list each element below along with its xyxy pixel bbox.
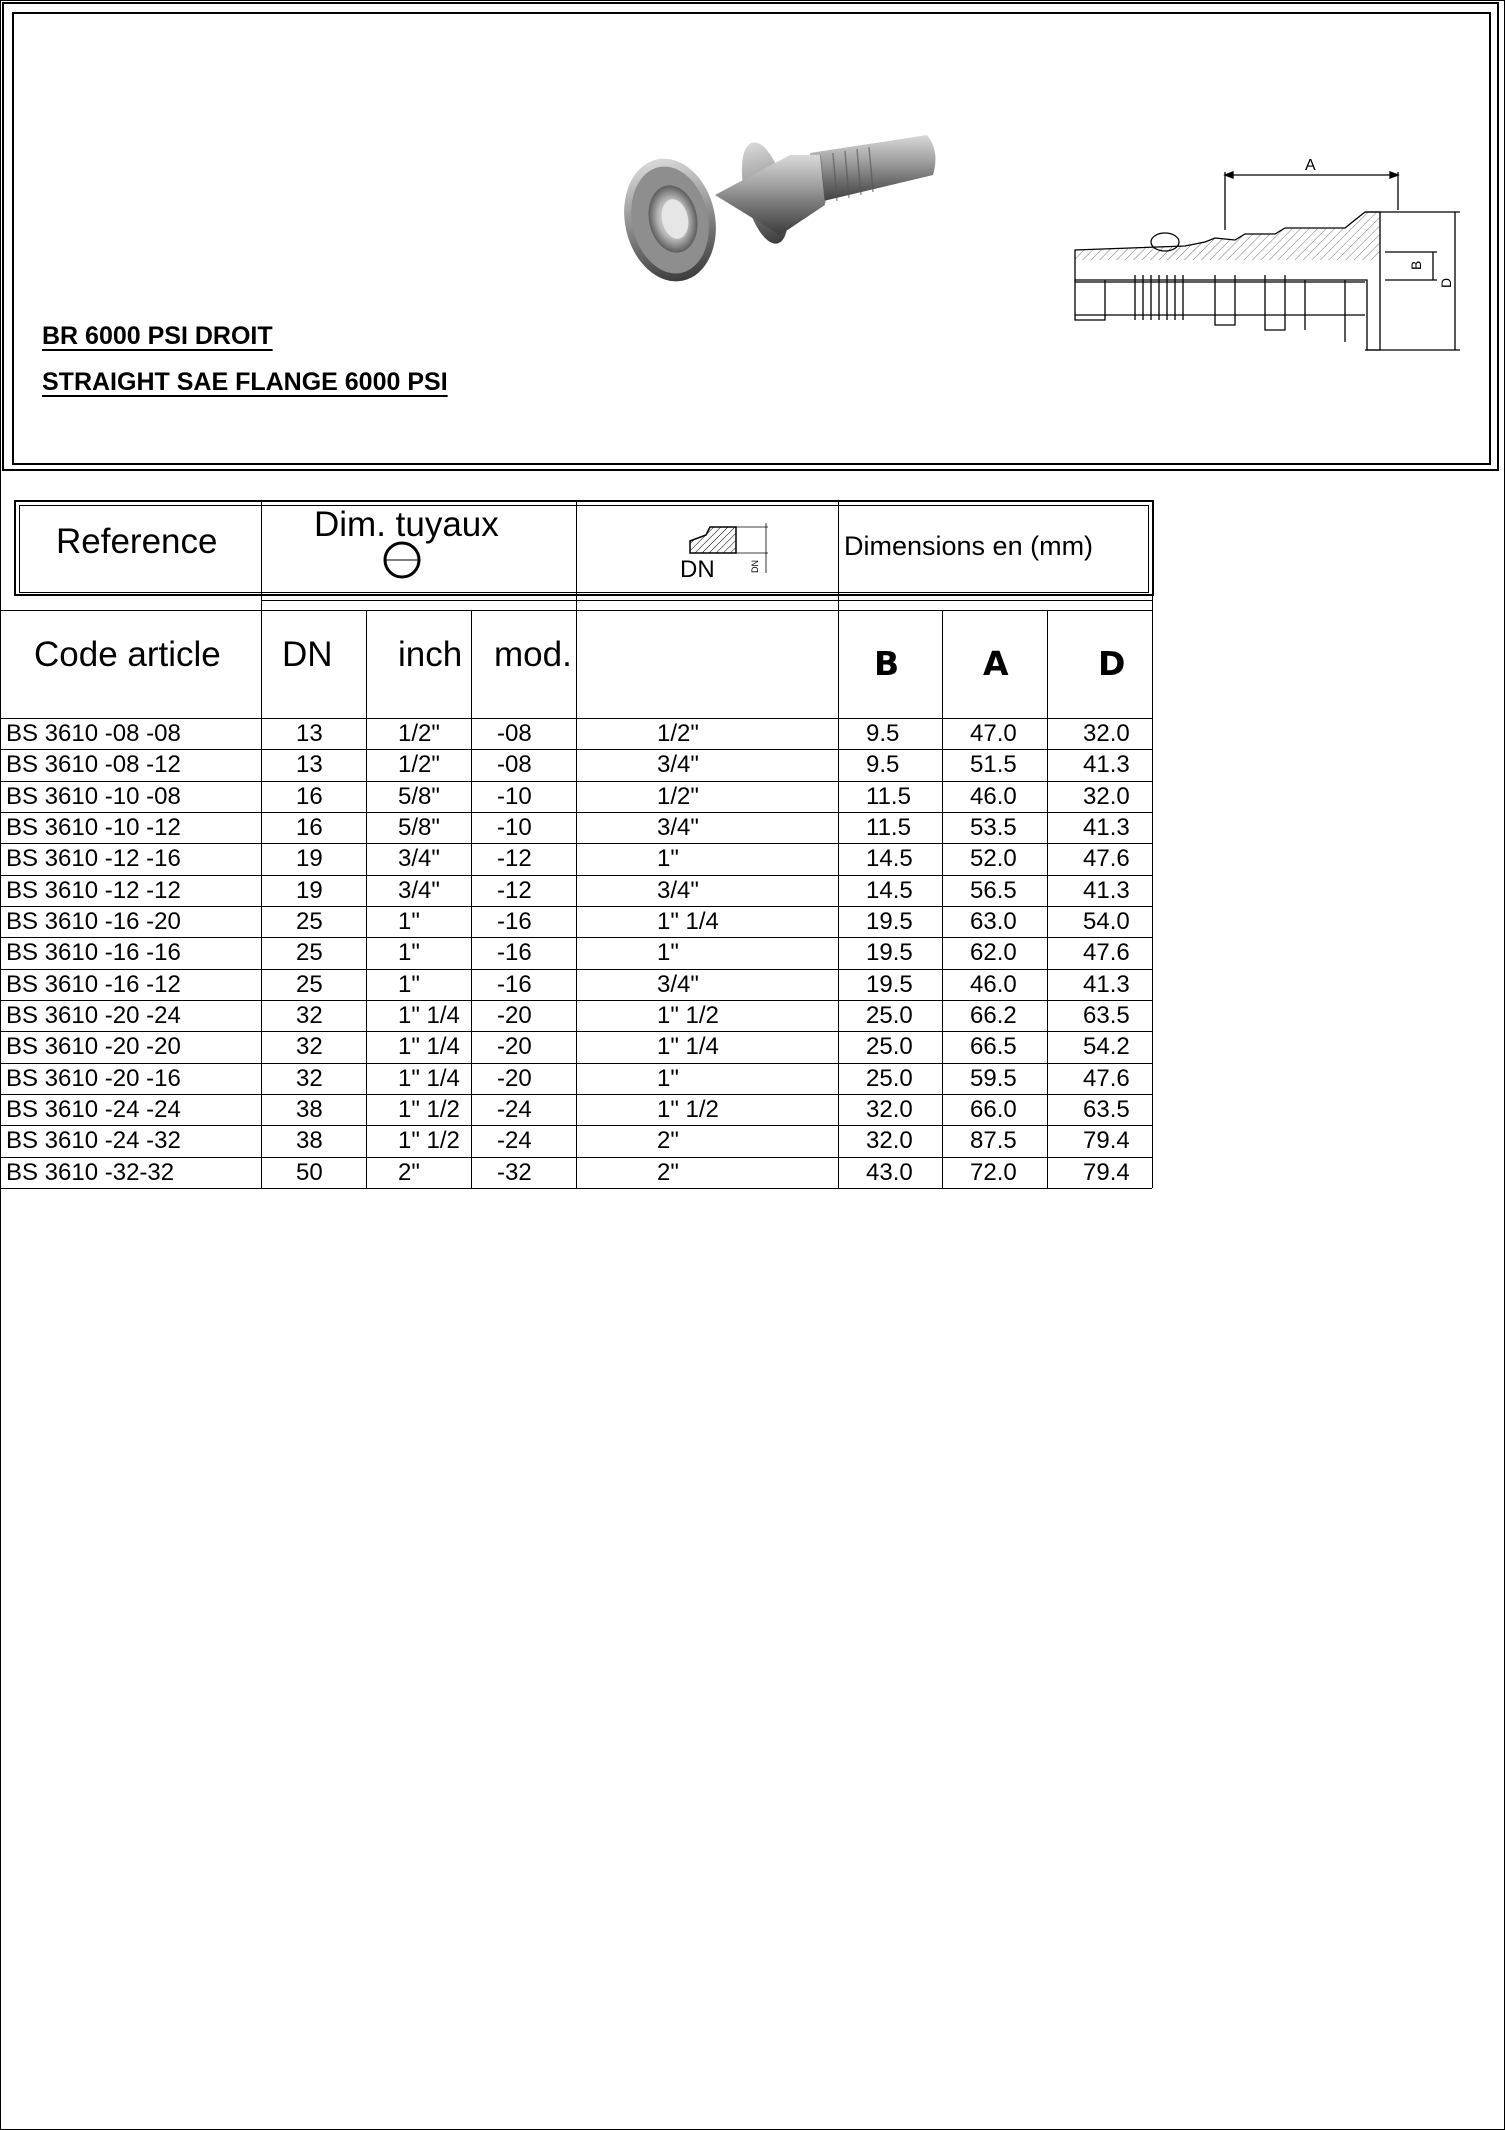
cell-inch: 5/8"	[398, 814, 440, 841]
cell-flange: 1"	[657, 1065, 679, 1092]
cell-b: 25.0	[866, 1065, 913, 1092]
cell-a: 66.2	[970, 1002, 1017, 1029]
cell-d: 79.4	[1083, 1159, 1130, 1186]
cell-flange: 1" 1/4	[657, 1033, 719, 1060]
cell-code: BS 3610 -10 -08	[6, 783, 181, 810]
cell-flange: 1" 1/2	[657, 1002, 719, 1029]
cell-mod: -12	[497, 877, 532, 904]
cell-dn: 19	[296, 877, 323, 904]
cell-b: 25.0	[866, 1033, 913, 1060]
column-header-mod: mod.	[494, 635, 572, 674]
cell-a: 47.0	[970, 720, 1017, 747]
column-header-a: A	[983, 644, 1009, 683]
cell-dn: 25	[296, 971, 323, 998]
cell-code: BS 3610 -20 -16	[6, 1065, 181, 1092]
cell-flange: 1/2"	[657, 783, 699, 810]
cell-a: 72.0	[970, 1159, 1017, 1186]
cell-a: 51.5	[970, 751, 1017, 778]
cell-inch: 3/4"	[398, 845, 440, 872]
cell-d: 41.3	[1083, 971, 1130, 998]
cell-code: BS 3610 -32-32	[6, 1159, 175, 1186]
cell-flange: 1"	[657, 845, 679, 872]
cell-dn: 32	[296, 1065, 323, 1092]
cell-flange: 2"	[657, 1159, 679, 1186]
cell-d: 41.3	[1083, 877, 1130, 904]
cell-flange: 1" 1/2	[657, 1096, 719, 1123]
column-header-d: D	[1098, 644, 1126, 683]
cell-inch: 1" 1/4	[398, 1033, 460, 1060]
cell-dn: 16	[296, 783, 323, 810]
cell-inch: 3/4"	[398, 877, 440, 904]
cell-d: 41.3	[1083, 814, 1130, 841]
cell-inch: 5/8"	[398, 783, 440, 810]
cell-code: BS 3610 -24 -32	[6, 1127, 181, 1154]
cell-inch: 1/2"	[398, 751, 440, 778]
cell-mod: -20	[497, 1033, 532, 1060]
cell-inch: 1"	[398, 908, 420, 935]
cell-d: 63.5	[1083, 1096, 1130, 1123]
cell-mod: -08	[497, 720, 532, 747]
cell-b: 9.5	[866, 751, 900, 778]
cell-dn: 32	[296, 1002, 323, 1029]
cell-flange: 3/4"	[657, 751, 699, 778]
cell-dn: 38	[296, 1127, 323, 1154]
cell-d: 54.2	[1083, 1033, 1130, 1060]
cell-mod: -24	[497, 1096, 532, 1123]
cell-b: 25.0	[866, 1002, 913, 1029]
cell-code: BS 3610 -12 -12	[6, 877, 181, 904]
cell-a: 53.5	[970, 814, 1017, 841]
cell-mod: -12	[497, 845, 532, 872]
cell-code: BS 3610 -08 -08	[6, 720, 181, 747]
dn-icon-label: DN	[680, 556, 715, 583]
cell-d: 79.4	[1083, 1127, 1130, 1154]
fitting-cross-section-drawing	[1065, 150, 1465, 360]
title-english: STRAIGHT SAE FLANGE 6000 PSI	[42, 368, 448, 396]
cell-a: 87.5	[970, 1127, 1017, 1154]
cell-inch: 1"	[398, 939, 420, 966]
cell-d: 63.5	[1083, 1002, 1130, 1029]
cell-flange: 3/4"	[657, 971, 699, 998]
cell-flange: 3/4"	[657, 814, 699, 841]
cell-code: BS 3610 -12 -16	[6, 845, 181, 872]
cell-code: BS 3610 -20 -24	[6, 1002, 181, 1029]
cell-code: BS 3610 -24 -24	[6, 1096, 181, 1123]
cell-dn: 13	[296, 720, 323, 747]
cell-code: BS 3610 -20 -20	[6, 1033, 181, 1060]
cell-b: 43.0	[866, 1159, 913, 1186]
flange-fitting-photo	[615, 125, 945, 305]
column-header-dn: DN	[282, 635, 333, 674]
drawing-label-a: A	[1305, 157, 1316, 174]
cell-code: BS 3610 -08 -12	[6, 751, 181, 778]
cell-dn: 19	[296, 845, 323, 872]
cell-b: 19.5	[866, 908, 913, 935]
cell-d: 47.6	[1083, 845, 1130, 872]
cell-dn: 13	[296, 751, 323, 778]
cell-inch: 1" 1/2	[398, 1096, 460, 1123]
cell-code: BS 3610 -16 -12	[6, 971, 181, 998]
cell-a: 63.0	[970, 908, 1017, 935]
cell-mod: -24	[497, 1127, 532, 1154]
cell-dn: 50	[296, 1159, 323, 1186]
cell-d: 47.6	[1083, 939, 1130, 966]
header-dimensions: Dimensions en (mm)	[844, 531, 1094, 561]
cell-b: 32.0	[866, 1096, 913, 1123]
cell-flange: 3/4"	[657, 877, 699, 904]
cell-a: 59.5	[970, 1065, 1017, 1092]
dn-icon-small-label: DN	[750, 560, 760, 573]
cell-code: BS 3610 -16 -20	[6, 908, 181, 935]
cell-mod: -16	[497, 971, 532, 998]
drawing-label-b: B	[1408, 260, 1424, 270]
cell-a: 66.0	[970, 1096, 1017, 1123]
cell-b: 14.5	[866, 877, 913, 904]
cell-dn: 25	[296, 939, 323, 966]
cell-a: 46.0	[970, 783, 1017, 810]
cell-code: BS 3610 -16 -16	[6, 939, 181, 966]
cell-d: 32.0	[1083, 783, 1130, 810]
diameter-circle-icon	[382, 540, 422, 580]
cell-dn: 25	[296, 908, 323, 935]
cell-b: 9.5	[866, 720, 900, 747]
cell-flange: 2"	[657, 1127, 679, 1154]
cell-d: 54.0	[1083, 908, 1130, 935]
cell-flange: 1/2"	[657, 720, 699, 747]
cell-a: 66.5	[970, 1033, 1017, 1060]
cell-a: 46.0	[970, 971, 1017, 998]
cell-mod: -20	[497, 1002, 532, 1029]
cell-mod: -32	[497, 1159, 532, 1186]
cell-dn: 32	[296, 1033, 323, 1060]
cell-mod: -16	[497, 939, 532, 966]
cell-b: 11.5	[866, 783, 911, 810]
cell-dn: 16	[296, 814, 323, 841]
column-header-code: Code article	[34, 635, 221, 674]
header-reference: Reference	[56, 522, 218, 561]
cell-inch: 2"	[398, 1159, 420, 1186]
cell-mod: -20	[497, 1065, 532, 1092]
cell-mod: -08	[497, 751, 532, 778]
cell-a: 62.0	[970, 939, 1017, 966]
cell-b: 14.5	[866, 845, 913, 872]
cell-d: 32.0	[1083, 720, 1130, 747]
cell-flange: 1"	[657, 939, 679, 966]
cell-a: 52.0	[970, 845, 1017, 872]
cell-d: 41.3	[1083, 751, 1130, 778]
cell-dn: 38	[296, 1096, 323, 1123]
cell-d: 47.6	[1083, 1065, 1130, 1092]
cell-flange: 1" 1/4	[657, 908, 719, 935]
column-header-b: B	[874, 644, 900, 683]
cell-b: 11.5	[866, 814, 911, 841]
cell-mod: -10	[497, 783, 532, 810]
cell-inch: 1/2"	[398, 720, 440, 747]
drawing-label-d: D	[1438, 277, 1454, 288]
cell-inch: 1"	[398, 971, 420, 998]
cell-mod: -10	[497, 814, 532, 841]
cell-mod: -16	[497, 908, 532, 935]
cell-b: 19.5	[866, 939, 913, 966]
cell-b: 19.5	[866, 971, 913, 998]
cell-a: 56.5	[970, 877, 1017, 904]
cell-b: 32.0	[866, 1127, 913, 1154]
cell-inch: 1" 1/4	[398, 1065, 460, 1092]
column-header-inch: inch	[398, 635, 463, 674]
dn-flange-section-icon	[678, 513, 772, 583]
title-french: BR 6000 PSI DROIT	[42, 322, 273, 350]
cell-inch: 1" 1/2	[398, 1127, 460, 1154]
cell-code: BS 3610 -10 -12	[6, 814, 181, 841]
cell-inch: 1" 1/4	[398, 1002, 460, 1029]
header-pipe-dimensions: Dim. tuyaux	[314, 505, 499, 544]
